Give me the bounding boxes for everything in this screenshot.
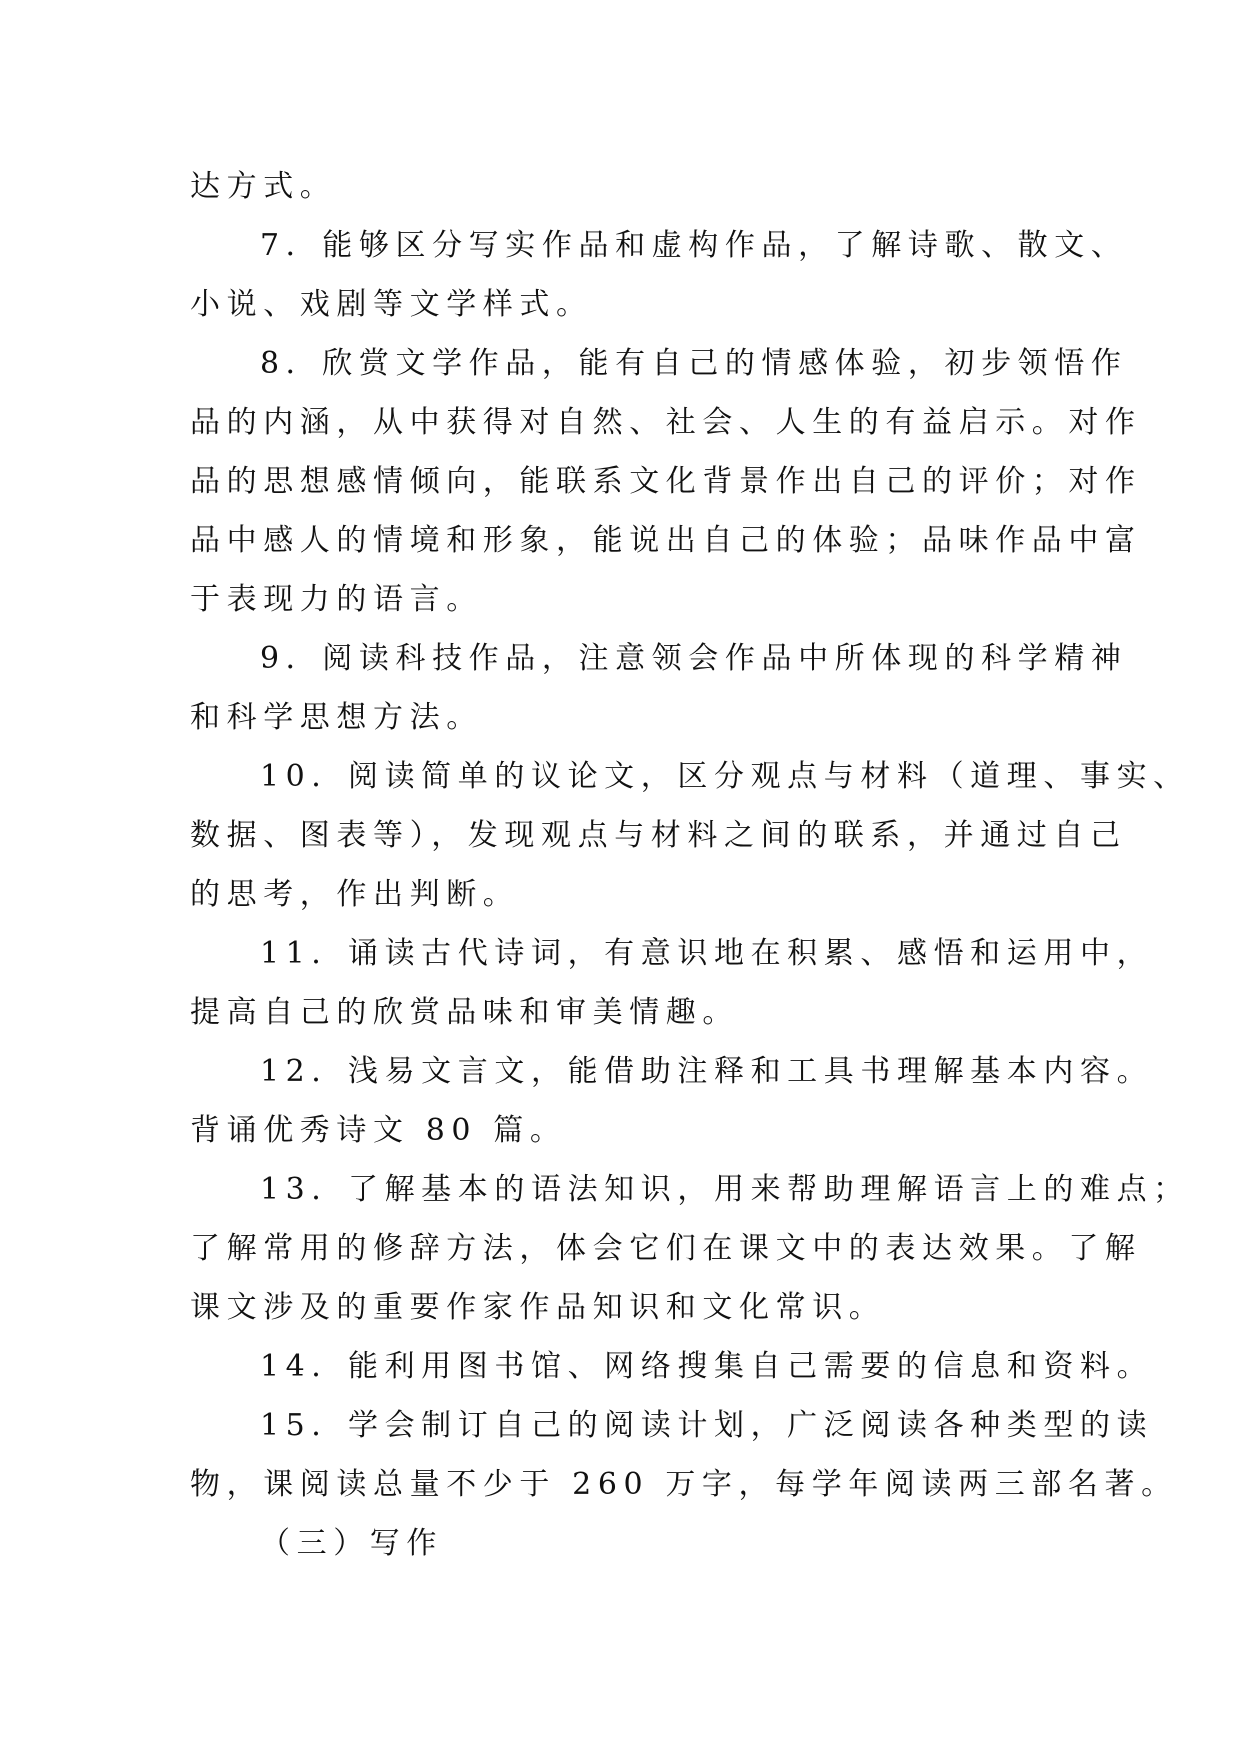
text-line: 和科学思想方法。: [190, 700, 483, 735]
text-line: 的思考，作出判断。: [190, 877, 520, 912]
text-line: 15．学会制订自己的阅读计划，广泛阅读各种类型的读: [260, 1408, 1154, 1443]
text-line: 了解常用的修辞方法，体会它们在课文中的表达效果。了解: [190, 1231, 1142, 1266]
text-line: 物，课阅读总量不少于 260 万字，每学年阅读两三部名著。: [190, 1467, 1178, 1502]
text-line: 8．欣赏文学作品，能有自己的情感体验，初步领悟作: [260, 346, 1128, 381]
text-line: 12．浅易文言文，能借助注释和工具书理解基本内容。: [260, 1054, 1154, 1089]
text-line: 达方式。: [190, 169, 337, 204]
text-line: 品的内涵，从中获得对自然、社会、人生的有益启示。对作: [190, 405, 1142, 440]
text-line: 背诵优秀诗文 80 篇。: [190, 1113, 567, 1148]
text-line: 11．诵读古代诗词，有意识地在积累、感悟和运用中，: [260, 936, 1154, 971]
text-line: 提高自己的欣赏品味和审美情趣。: [190, 995, 739, 1030]
text-line: 9．阅读科技作品，注意领会作品中所体现的科学精神: [260, 641, 1128, 676]
text-line: 10．阅读简单的议论文，区分观点与材料（道理、事实、: [260, 759, 1190, 794]
document-body: [190, 157, 1190, 1573]
text-line: 数据、图表等），发现观点与材料之间的联系，并通过自己: [190, 818, 1127, 853]
text-line: 小说、戏剧等文学样式。: [190, 287, 593, 322]
text-line: 于表现力的语言。: [190, 582, 483, 617]
text-line: 品的思想感情倾向，能联系文化背景作出自己的评价；对作: [190, 464, 1142, 499]
text-line: 课文涉及的重要作家作品知识和文化常识。: [190, 1290, 886, 1325]
text-line: 品中感人的情境和形象，能说出自己的体验；品味作品中富: [190, 523, 1142, 558]
section-heading: （三）写作: [260, 1526, 443, 1561]
text-line: 13．了解基本的语法知识，用来帮助理解语言上的难点；: [260, 1172, 1190, 1207]
text-line: 7．能够区分写实作品和虚构作品，了解诗歌、散文、: [260, 228, 1128, 263]
text-line: 14．能利用图书馆、网络搜集自己需要的信息和资料。: [260, 1349, 1154, 1384]
